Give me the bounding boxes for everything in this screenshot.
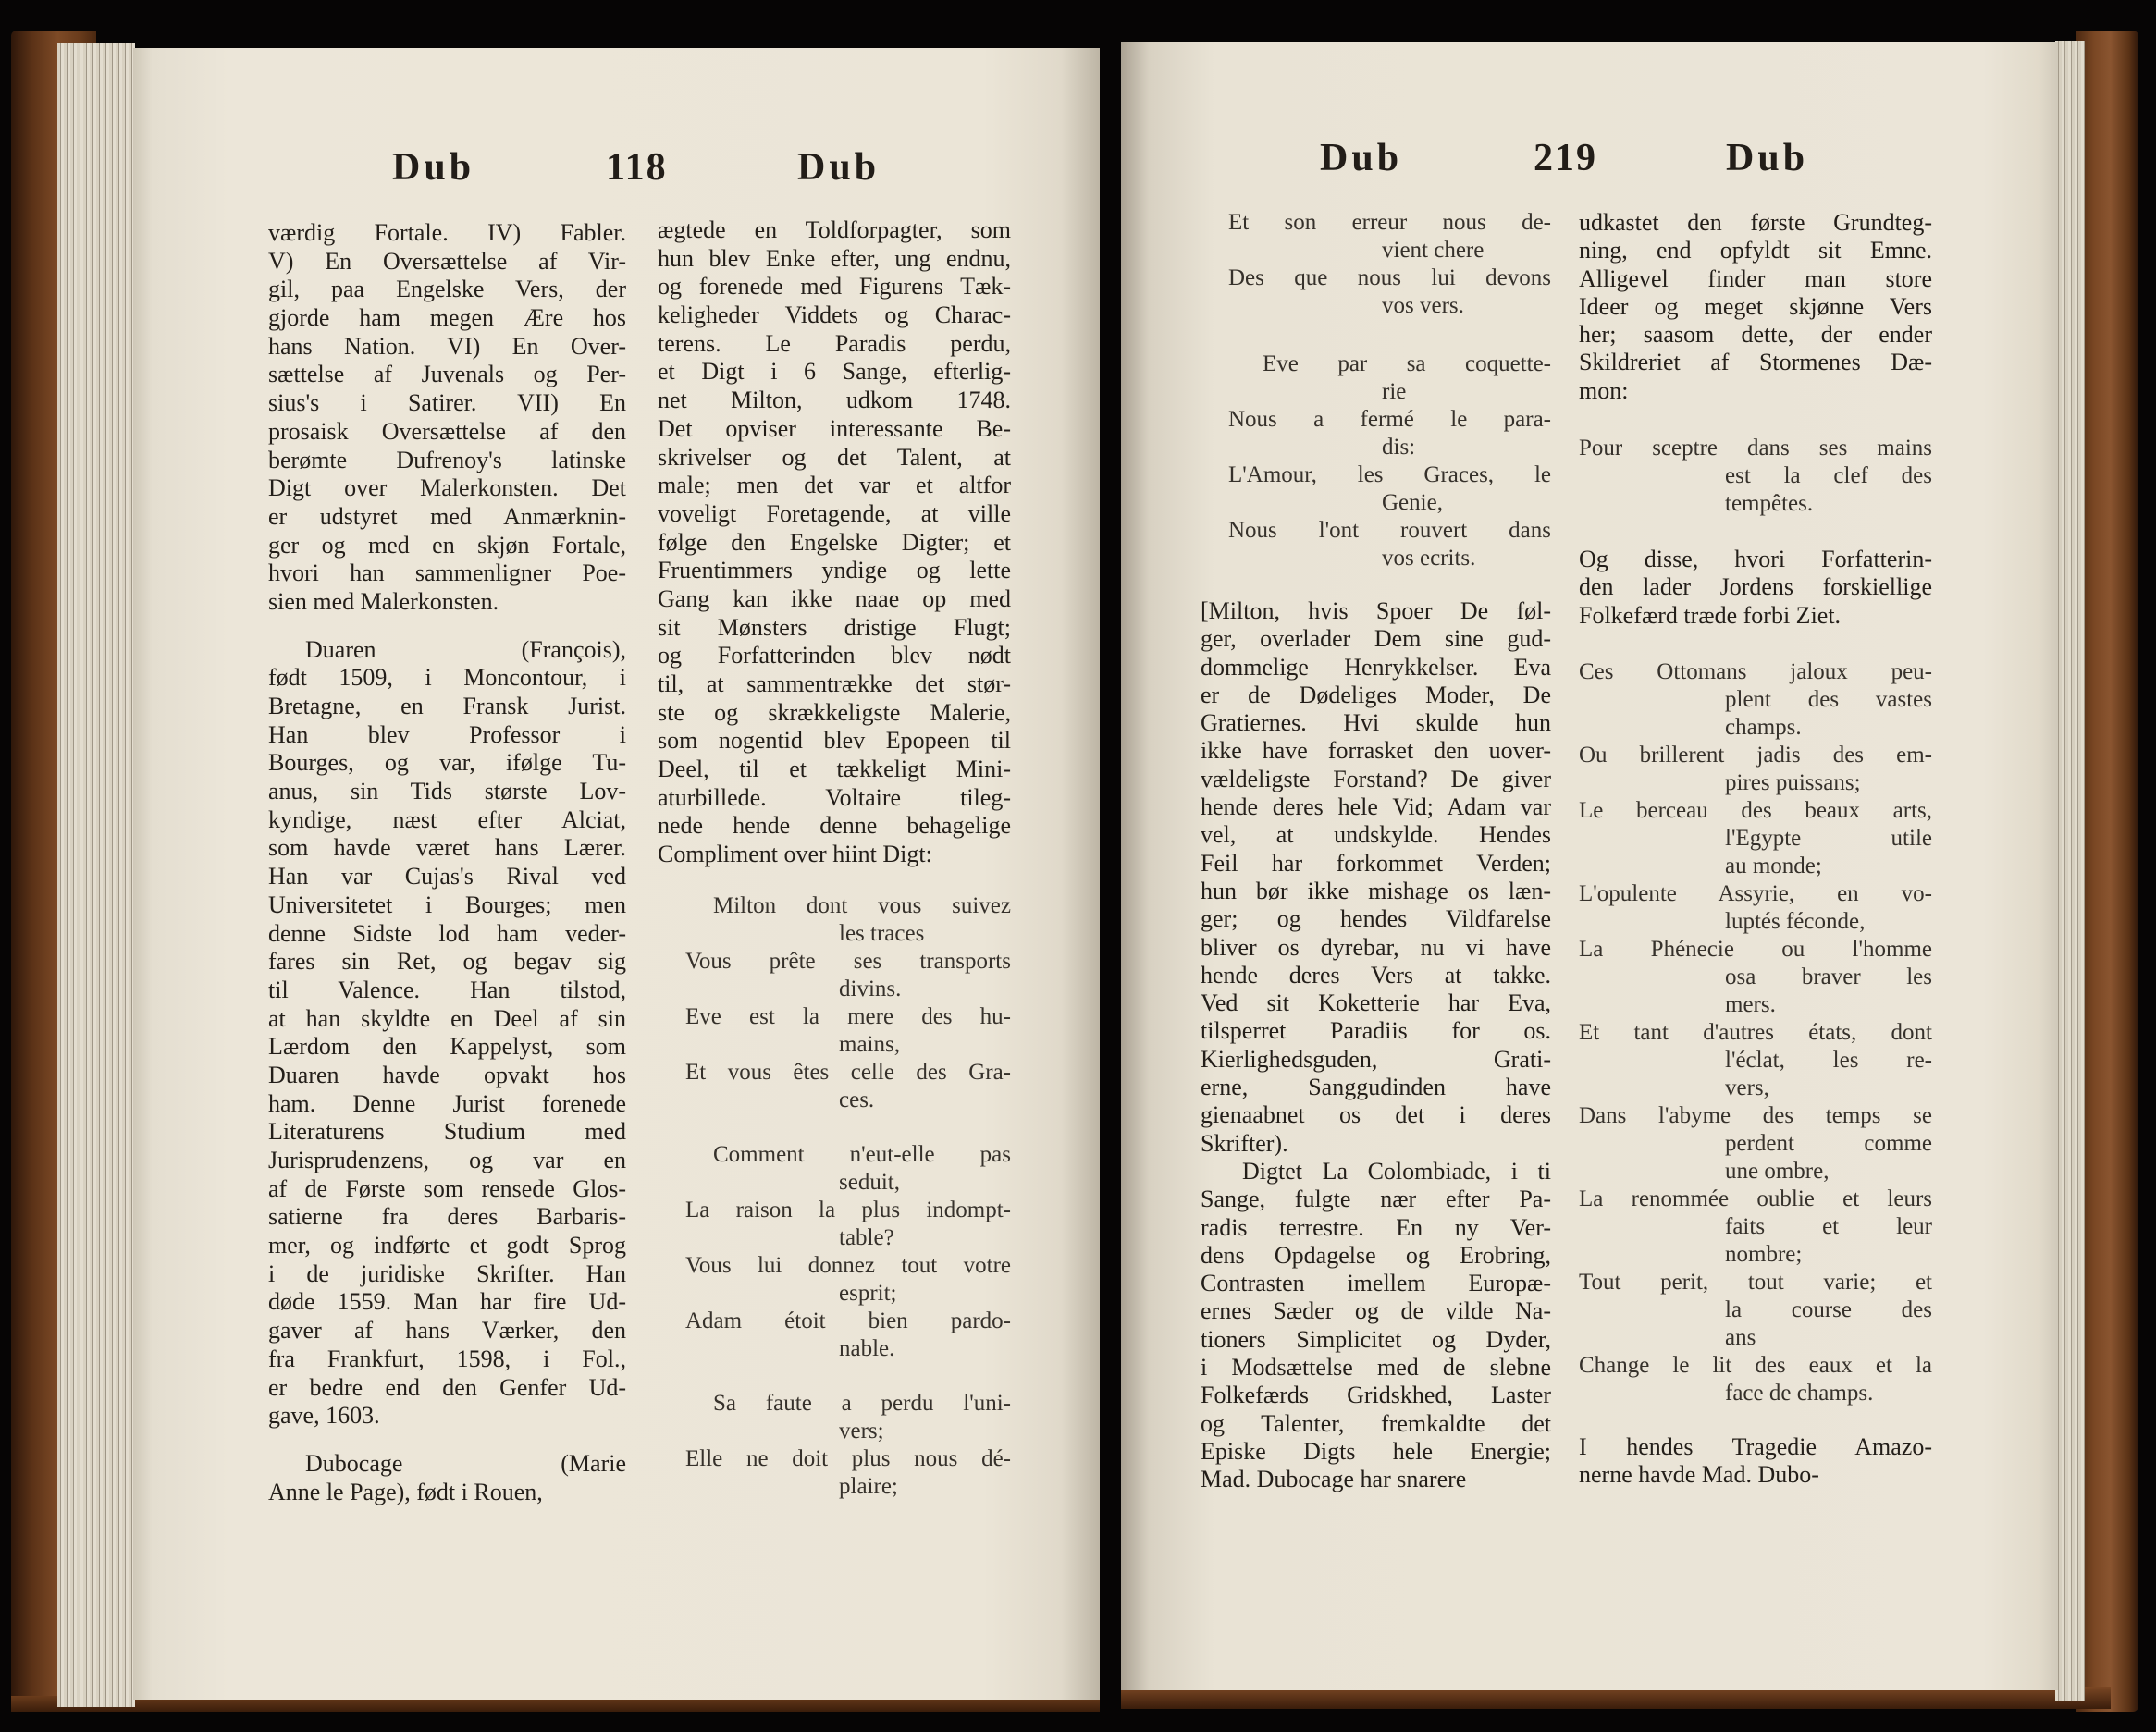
text-line: Digt over Malerkonsten. Det — [268, 474, 626, 502]
verse-text: Change le lit des eaux et la — [1579, 1352, 1932, 1378]
text-line: Han var Cujas's Rival ved — [268, 863, 626, 891]
running-head-left-page-left: Dub — [392, 146, 475, 189]
text-line: Folkefærd træde forbi Ziet. — [1579, 601, 1842, 629]
verse-line — [1228, 461, 1551, 517]
verse-text: Eve par sa coquette- — [1263, 351, 1551, 376]
text-line: dens Opdagelse og Erobring, — [1201, 1241, 1551, 1269]
text-line: aturbillede. Voltaire tileg- — [658, 783, 1011, 811]
verse-text: Nous l'ont rouvert dans — [1228, 518, 1551, 543]
verse-line — [685, 1252, 1011, 1308]
verse-text: Eve est la mere des hu- — [685, 1003, 1011, 1029]
verse-line — [1579, 1019, 1932, 1102]
paragraph — [268, 219, 626, 617]
text-line: til, at sammentrække det stør- — [658, 670, 1011, 697]
text-line: hende deres hele Vid; Adam var — [1201, 793, 1551, 821]
paragraph — [1579, 1433, 1932, 1490]
text-line: Skildreriet af Stormenes Dæ- — [1579, 349, 1932, 376]
paragraph — [1579, 209, 1932, 405]
text-line: ham. Denne Jurist forenede — [268, 1089, 626, 1117]
text-line: ste og skrækkeligste Malerie, — [658, 698, 1011, 726]
verse-text: mains, — [839, 1031, 900, 1057]
verse-text: nable. — [839, 1335, 895, 1361]
text-line: Alligevel finder man store — [1579, 264, 1932, 292]
text-line: som havde været hans Lærer. — [268, 834, 626, 862]
text-line: Anne le Page), født i Rouen, — [268, 1478, 543, 1505]
verse-text: divins. — [839, 976, 902, 1001]
verse-text: Ces Ottomans jaloux peu- — [1579, 658, 1932, 684]
text-line: ger, overlader Dem sine gud- — [1201, 625, 1551, 653]
verse-text: au monde; — [1725, 853, 1822, 878]
running-head-right-page-left: Dub — [1320, 137, 1403, 179]
text-line: berømte Dufrenoy's latinske — [268, 446, 626, 473]
verse-text: Dans l'abyme des temps se — [1579, 1102, 1932, 1128]
verse-line — [1579, 797, 1932, 880]
text-line: dommelige Henrykkelser. Eva — [1201, 653, 1551, 681]
verse-line — [1579, 1102, 1932, 1185]
verse-text: rie — [1382, 379, 1407, 404]
text-line: hende deres Vers at takke. — [1201, 961, 1551, 989]
text-line: er bedre end den Genfer Ud- — [268, 1373, 626, 1401]
verse-text: plaire; — [839, 1473, 898, 1499]
text-line: mon: — [1579, 376, 1629, 404]
verse-text: vers, — [1725, 1075, 1769, 1100]
text-line: terens. Le Paradis perdu, — [658, 329, 1011, 357]
text-line: I hendes Tragedie Amazo- — [1579, 1432, 1932, 1460]
text-line: Episke Digts hele Energie; — [1201, 1437, 1551, 1465]
verse-text: Milton dont vous suivez — [713, 892, 1011, 918]
text-line: ægtede en Toldforpagter, som — [658, 216, 1011, 243]
verse-text: champs. — [1725, 714, 1802, 740]
text-line: hvori han sammenligner Poe- — [268, 559, 626, 587]
page-number-left: 118 — [606, 146, 668, 189]
running-head-left-page-right: Dub — [797, 146, 881, 189]
text-line: udkastet den første Grundteg- — [1579, 209, 1932, 236]
verse-text: table? — [839, 1224, 894, 1250]
verse-text: Elle ne doit plus nous dé- — [685, 1445, 1011, 1471]
text-line: døde 1559. Man har fire Ud- — [268, 1288, 626, 1316]
text-line: ger og med en skjøn Fortale, — [268, 531, 626, 559]
verse-text: Et vous êtes celle des Gra- — [685, 1059, 1011, 1085]
text-line: Gratiernes. Hvi skulde hun — [1201, 709, 1551, 737]
verse-line — [1228, 264, 1551, 320]
verse-text: nombre; — [1725, 1241, 1803, 1267]
verse-stanza — [1579, 435, 1932, 518]
verse-text: pires puissans; — [1725, 769, 1861, 795]
text-line: keligheder Viddets og Charac- — [658, 301, 1011, 329]
paragraph — [268, 1450, 626, 1506]
verse-stanza — [1228, 209, 1551, 320]
page-edges-right — [2055, 41, 2085, 1701]
book-cover-right — [2076, 31, 2138, 1712]
verse-line — [685, 1197, 1011, 1252]
text-line: gjorde ham megen Ære hos — [268, 304, 626, 332]
text-line: Contrasten imellem Europæ- — [1201, 1270, 1551, 1297]
verse-text: Pour sceptre dans ses mains — [1579, 436, 1932, 461]
text-line: Ved sit Koketterie har Eva, — [1201, 989, 1551, 1017]
verse-stanza — [685, 1390, 1011, 1501]
verse-stanza — [685, 892, 1011, 1114]
text-line: nerne havde Mad. Dubo- — [1579, 1461, 1819, 1489]
verse-text: Genie, — [1382, 490, 1443, 515]
text-line: og forenede med Figurens Tæk- — [658, 273, 1011, 301]
verse-line — [685, 1059, 1011, 1114]
text-line: skrivelser og det Talent, at — [658, 443, 1011, 471]
verse-text: dis: — [1382, 435, 1416, 460]
text-line: værdig Fortale. IV) Fabler. — [268, 219, 626, 246]
text-line: den lader Jordens forskiellige — [1579, 573, 1932, 601]
text-line: [Milton, hvis Spoer De føl- — [1201, 597, 1551, 624]
verse-line — [1228, 517, 1551, 572]
verse-text: Vous prête ses transports — [685, 948, 1011, 974]
text-line: gil, paa Engelske Vers, der — [268, 276, 626, 303]
text-line: anus, sin Tids største Lov- — [268, 778, 626, 805]
verse-text: face de champs. — [1725, 1380, 1874, 1406]
verse-text: Vous lui donnez tout votre — [685, 1252, 1011, 1278]
text-line: Jurisprudenzens, og var en — [268, 1147, 626, 1173]
text-line: i Modsættelse med de slebne — [1201, 1354, 1551, 1382]
text-line: er de Dødeliges Moder, De — [1201, 681, 1551, 708]
text-line: hans Nation. VI) En Over- — [268, 332, 626, 360]
text-line: Bourges, og var, ifølge Tu- — [268, 749, 626, 777]
text-line: Duaren havde opvakt hos — [268, 1061, 626, 1088]
verse-text: osa braver les — [1725, 964, 1932, 989]
verse-line — [1228, 406, 1551, 461]
text-line: male; men det var et altfor — [658, 472, 1011, 499]
verse-text: mers. — [1725, 991, 1776, 1017]
text-line: Og disse, hvori Forfatterin- — [1579, 546, 1932, 573]
verse-line — [1579, 1352, 1932, 1407]
text-line: Mad. Dubocage har snarere — [1201, 1466, 1467, 1493]
text-line: Deel, til et tækkeligt Mini- — [658, 755, 1011, 783]
verse-text: vers; — [839, 1418, 884, 1443]
verse-text: une ombre, — [1725, 1158, 1830, 1184]
text-line: her; saasom dette, der ender — [1579, 321, 1932, 349]
text-line: fares sin Ret, og begav sig — [268, 948, 626, 976]
text-line: mer, og indførte et godt Sprog — [268, 1232, 626, 1259]
text-line: satierne fra deres Barbaris- — [268, 1203, 626, 1231]
verse-text: Ou brillerent jadis des em- — [1579, 742, 1932, 768]
text-line: til Valence. Han tilstod, — [268, 976, 626, 1003]
text-line: Compliment over hiint Digt: — [658, 841, 932, 868]
text-line: sættelse af Juvenals og Per- — [268, 361, 626, 388]
verse-text: Nous a fermé le para- — [1228, 407, 1551, 432]
text-line: Literaturens Studium med — [268, 1118, 626, 1146]
verse-line — [685, 1308, 1011, 1363]
text-line: tioners Simplicitet og Dyder, — [1201, 1325, 1551, 1353]
text-line: Bretagne, en Fransk Jurist. — [268, 693, 626, 719]
verse-text: Et son erreur nous de- — [1228, 210, 1551, 235]
text-line: Gang kan ikke naae op med — [658, 584, 1011, 612]
text-line: hun blev Enke efter, ung endnu, — [658, 244, 1011, 272]
text-line: af de Første som rensede Glos- — [268, 1174, 626, 1202]
verse-text: l'Egypte utile — [1725, 825, 1932, 851]
text-line: denne Sidste lod ham veder- — [268, 919, 626, 947]
verse-line — [685, 1141, 1011, 1197]
text-line: Kierlighedsguden, Grati- — [1201, 1045, 1551, 1073]
text-line: vældeligste Forstand? De giver — [1201, 765, 1551, 792]
verse-text: vos vers. — [1382, 293, 1464, 318]
verse-text: La renommée oublie et leurs — [1579, 1185, 1932, 1211]
text-line: gienaabnet os det i deres — [1201, 1101, 1551, 1129]
verse-text: perdent comme — [1725, 1130, 1932, 1156]
text-line: ning, end opfyldt sit Emne. — [1579, 237, 1932, 264]
text-line: Det opviser interessante Be- — [658, 414, 1011, 442]
text-line: Dubocage (Marie — [305, 1449, 626, 1477]
verse-text: Tout perit, tout varie; et — [1579, 1269, 1932, 1295]
text-line: og Talenter, fremkaldte det — [1201, 1409, 1551, 1437]
verse-line — [685, 892, 1011, 948]
text-line: ger; og hendes Vildfarelse — [1201, 905, 1551, 933]
text-line: Lærdom den Kappelyst, som — [268, 1033, 626, 1061]
verse-text: L'opulente Assyrie, en vo- — [1579, 880, 1932, 906]
verse-line — [1579, 936, 1932, 1019]
verse-text: Sa faute a perdu l'uni- — [713, 1390, 1011, 1416]
page-edges-left — [57, 43, 135, 1707]
verse-text: seduit, — [839, 1169, 900, 1195]
text-line: er udstyret med Anmærknin- — [268, 502, 626, 530]
paragraph — [268, 636, 626, 1431]
paragraph — [658, 216, 1011, 869]
verse-text: les traces — [839, 920, 925, 946]
text-line: tilsperret Paradiis for os. — [1201, 1017, 1551, 1045]
paragraph — [1201, 597, 1551, 1158]
text-line: ernes Sæder og de vilde Na- — [1201, 1297, 1551, 1325]
right-page-column-2 — [1579, 209, 1932, 1490]
text-line: født 1509, i Moncontour, i — [268, 664, 626, 692]
verse-line — [1579, 658, 1932, 742]
text-line: hun bør ikke mishage os læn- — [1201, 877, 1551, 904]
text-line: prosaisk Oversættelse af den — [268, 417, 626, 445]
text-line: vel, at undskylde. Hendes — [1201, 821, 1551, 849]
text-line: net Milton, udkom 1748. — [658, 387, 1011, 414]
verse-line — [1579, 435, 1932, 518]
text-line: radis terrestre. En ny Ver- — [1201, 1213, 1551, 1241]
text-line: og Forfatterinden blev nødt — [658, 642, 1011, 669]
verse-text: La Phénecie ou l'homme — [1579, 936, 1932, 962]
verse-text: esprit; — [839, 1280, 897, 1306]
text-line: Ideer og meget skjønne Vers — [1579, 292, 1932, 320]
left-page-column-2 — [658, 216, 1011, 1501]
text-line: ikke have forrasket den uover- — [1201, 737, 1551, 765]
paragraph — [1579, 546, 1932, 630]
verse-text: Adam étoit bien pardo- — [685, 1308, 1011, 1333]
text-line: V) En Oversættelse af Vir- — [268, 247, 626, 275]
text-line: Digtet La Colombiade, i ti — [1242, 1157, 1551, 1185]
verse-text: la course des — [1725, 1296, 1932, 1322]
verse-text: luptés féconde, — [1725, 908, 1866, 934]
verse-stanza — [1579, 658, 1932, 1407]
verse-line — [685, 948, 1011, 1003]
verse-line — [1579, 880, 1932, 936]
verse-stanza — [1228, 350, 1551, 572]
verse-text: tempêtes. — [1725, 491, 1814, 517]
verse-line — [685, 1003, 1011, 1059]
text-line: Skrifter). — [1201, 1129, 1288, 1157]
verse-text: faits et leur — [1725, 1213, 1932, 1239]
text-line: Han blev Professor i — [268, 720, 626, 748]
verse-text: ces. — [839, 1087, 875, 1112]
verse-text: Le berceau des beaux arts, — [1579, 797, 1932, 823]
text-line: Sange, fulgte nær efter Pa- — [1201, 1185, 1551, 1213]
text-line: følge den Engelske Digter; et — [658, 528, 1011, 556]
text-line: sien med Malerkonsten. — [268, 587, 499, 615]
verse-text: l'éclat, les re- — [1725, 1047, 1932, 1073]
verse-line — [685, 1390, 1011, 1445]
verse-line — [1579, 742, 1932, 797]
verse-text: L'Amour, les Graces, le — [1228, 462, 1551, 487]
text-line: nede hende denne behagelige — [658, 812, 1011, 840]
text-line: Fruentimmers yndige og lette — [658, 557, 1011, 584]
running-head-right-page-right: Dub — [1726, 137, 1809, 179]
right-page-column-1 — [1201, 209, 1551, 1494]
verse-text: Des que nous lui devons — [1228, 265, 1551, 290]
text-line: gave, 1603. — [268, 1402, 380, 1430]
text-line: et Digt i 6 Sange, efterlig- — [658, 358, 1011, 386]
text-line: som nogentid blev Epopeen til — [658, 727, 1011, 755]
text-line: Universitetet i Bourges; men — [268, 891, 626, 918]
text-line: bliver os dyrebar, nu vi have — [1201, 933, 1551, 961]
text-line: Folkefærds Gridskhed, Laster — [1201, 1382, 1551, 1409]
verse-text: Comment n'eut-elle pas — [713, 1141, 1011, 1167]
paragraph — [1201, 1158, 1551, 1494]
verse-line — [1579, 1185, 1932, 1269]
text-line: sit Mønsters dristige Flugt; — [658, 613, 1011, 641]
text-line: Feil har forkommet Verden; — [1201, 849, 1551, 877]
verse-text: Et tant d'autres états, dont — [1579, 1019, 1932, 1045]
text-line: kyndige, næst efter Alciat, — [268, 805, 626, 833]
verse-text: plent des vastes — [1725, 686, 1932, 712]
verse-stanza — [685, 1141, 1011, 1363]
verse-line — [685, 1445, 1011, 1501]
verse-line — [1579, 1269, 1932, 1352]
verse-text: vient chere — [1382, 238, 1485, 263]
text-line: erne, Sanggudinden have — [1201, 1074, 1551, 1101]
text-line: gaver af hans Værker, den — [268, 1317, 626, 1345]
text-line: fra Frankfurt, 1598, i Fol., — [268, 1345, 626, 1372]
page-number-right: 219 — [1534, 137, 1597, 179]
verse-line — [1228, 209, 1551, 264]
left-page-column-1 — [268, 219, 626, 1506]
text-line: sius's i Satirer. VII) En — [268, 389, 626, 417]
verse-text: vos ecrits. — [1382, 546, 1476, 571]
text-line: Duaren (François), — [305, 635, 626, 663]
text-line: at han skyldte en Deel af sin — [268, 1004, 626, 1032]
verse-line — [1228, 350, 1551, 406]
verse-text: est la clef des — [1725, 463, 1932, 489]
text-line: voveligt Foretagende, at ville — [658, 499, 1011, 527]
verse-text: La raison la plus indompt- — [685, 1197, 1011, 1222]
verse-text: ans — [1725, 1324, 1756, 1350]
text-line: i de juridiske Skrifter. Han — [268, 1259, 626, 1287]
